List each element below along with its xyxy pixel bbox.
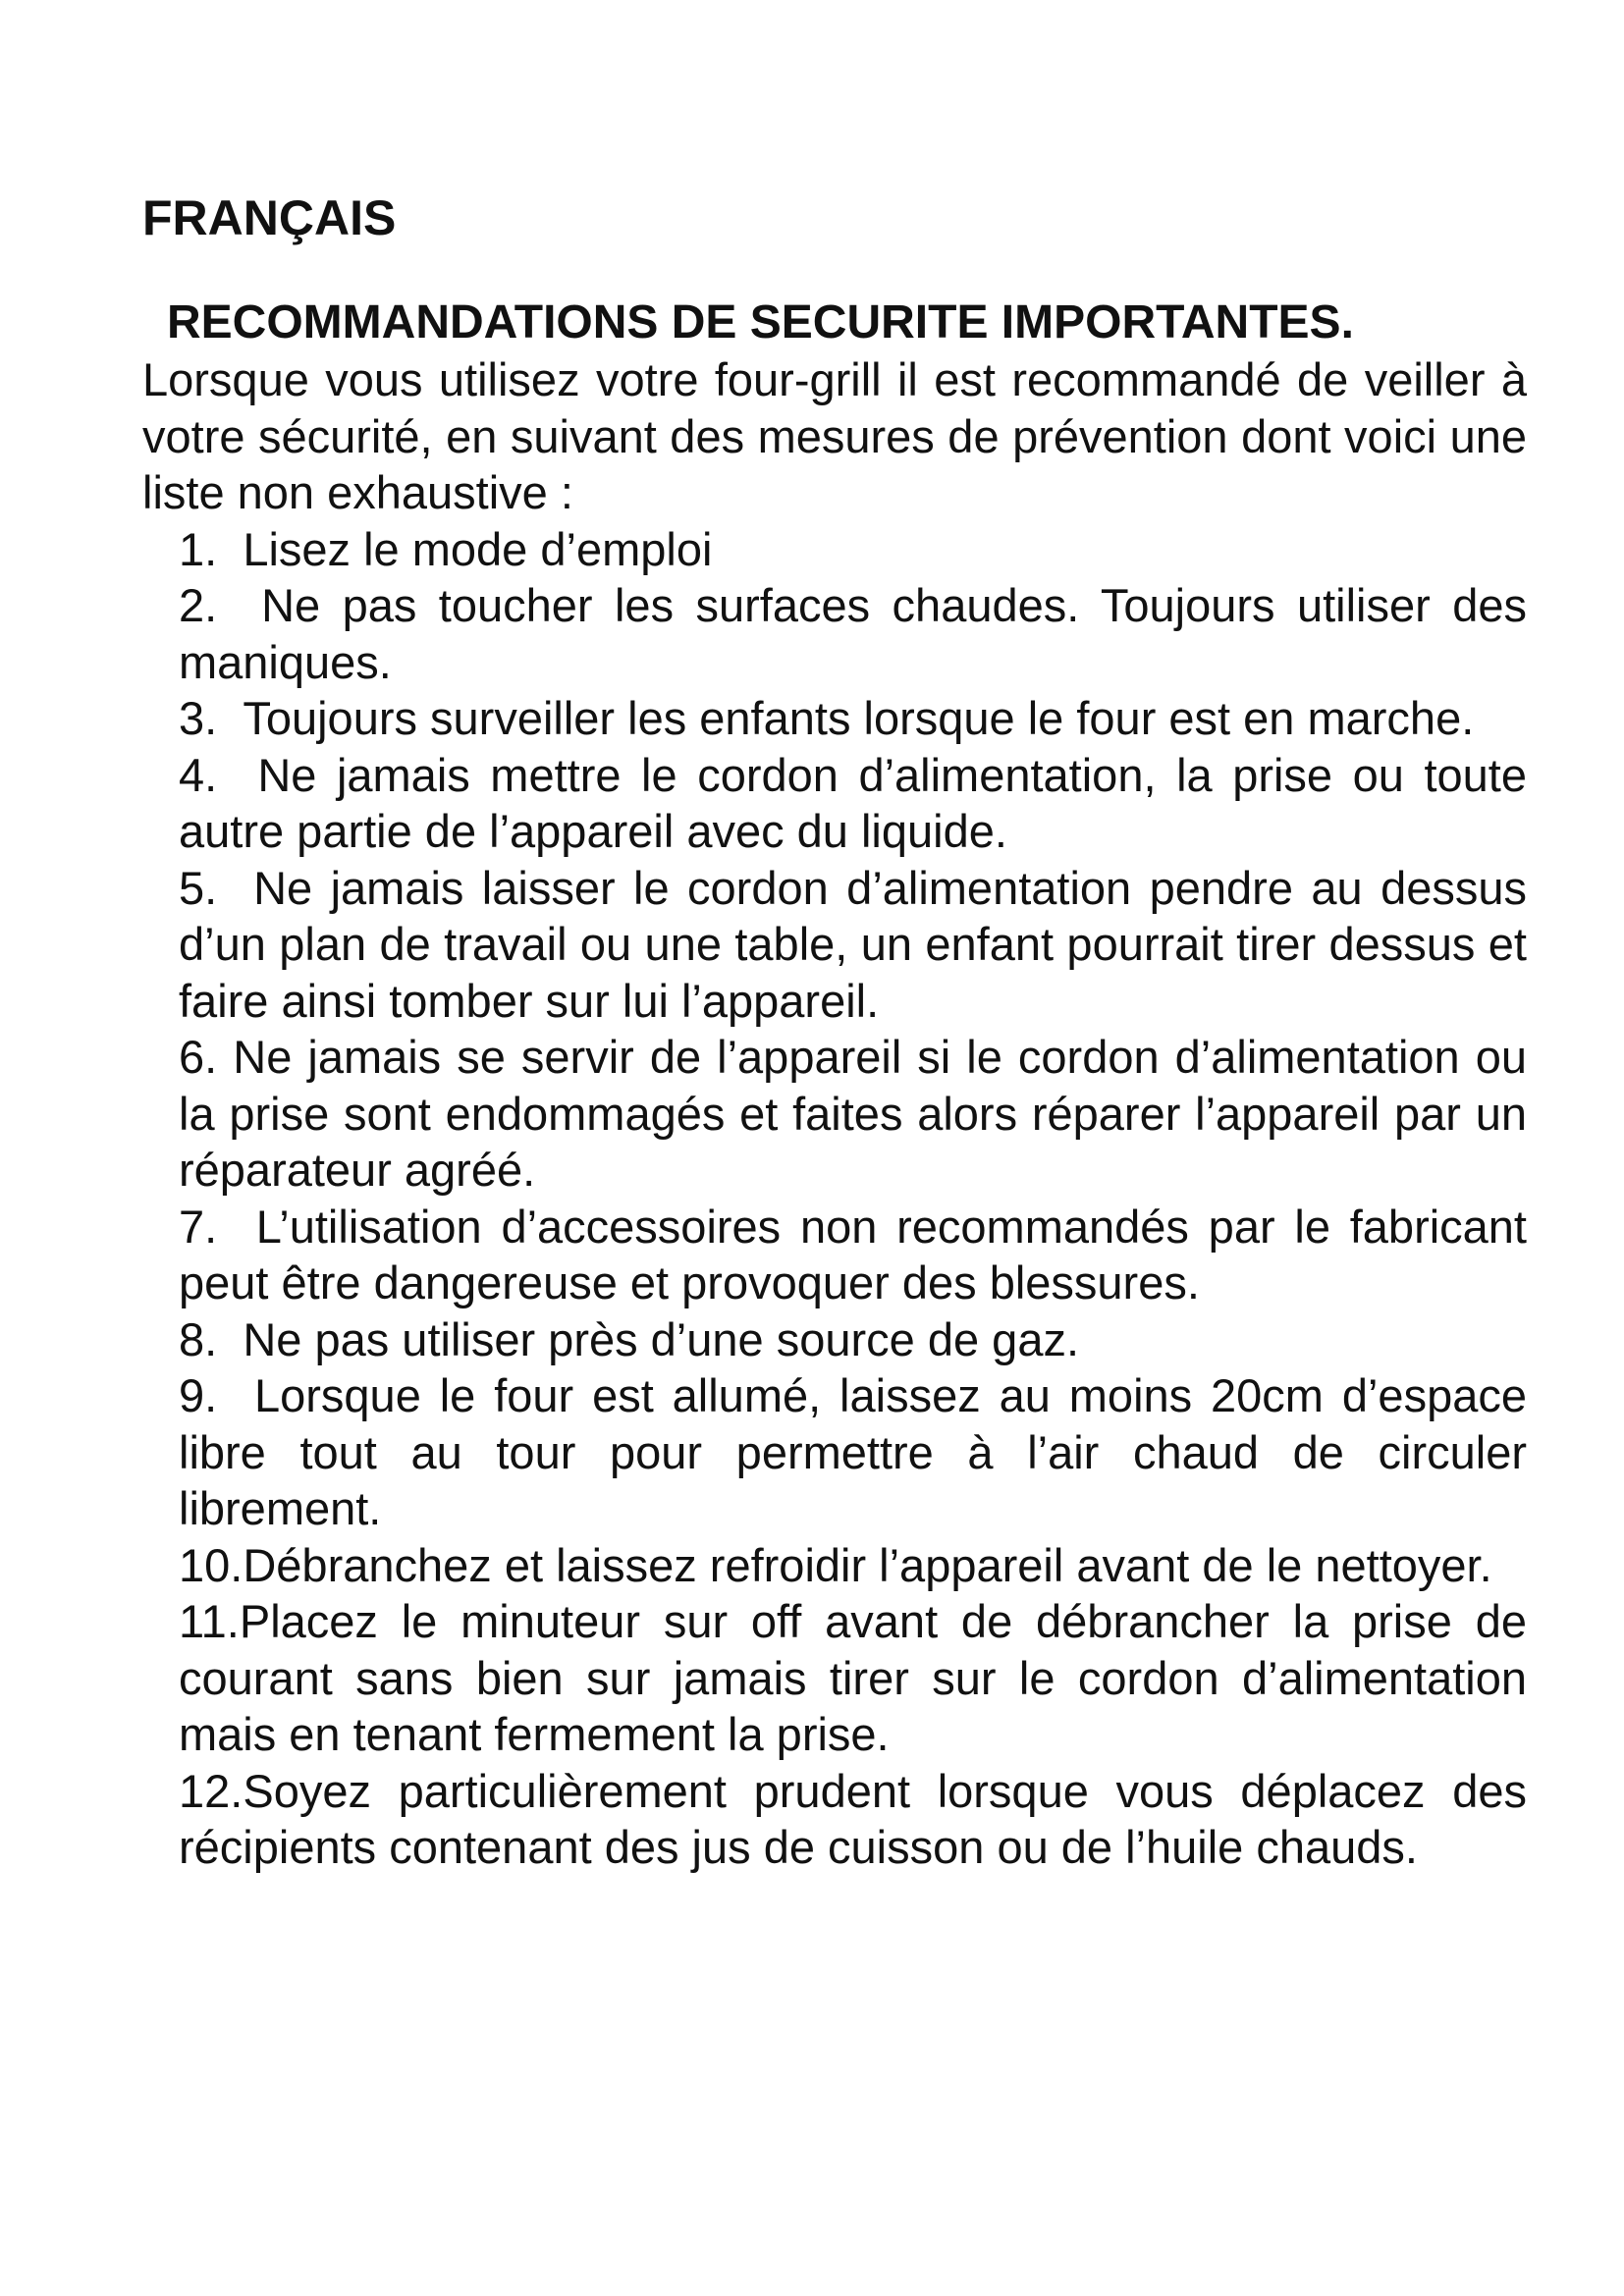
item-number: 7. bbox=[179, 1200, 218, 1253]
item-number: 3. bbox=[179, 692, 218, 744]
safety-item bbox=[179, 1199, 1527, 1311]
item-text: Débranchez et laissez refroidir l’appareil avant de le nettoyer. bbox=[243, 1538, 1492, 1591]
item-text: Ne jamais mettre le cordon d’alimentation, la prise ou toute autre partie de l’appareil avec du liquide. bbox=[179, 748, 1527, 857]
safety-item bbox=[179, 1537, 1527, 1594]
safety-item bbox=[179, 1029, 1527, 1199]
item-text: Ne jamais se servir de l’appareil si le cordon d’alimentation ou la prise sont endommagés et faites alors réparer l’appareil par un réparateur agréé. bbox=[179, 1031, 1527, 1196]
safety-item bbox=[179, 1367, 1527, 1537]
intro-paragraph: Lorsque vous utilisez votre four-grill il est recommandé de veiller à votre sécurité, en suivant des mesures de prévention dont voici une liste non exhaustive : bbox=[142, 353, 1527, 518]
item-text: Ne pas toucher les surfaces chaudes. Toujours utiliser des maniques. bbox=[179, 579, 1527, 688]
item-text: Toujours surveiller les enfants lorsque le four est en marche. bbox=[243, 692, 1475, 744]
item-text: L’utilisation d’accessoires non recommandés par le fabricant peut être dangereuse et provoquer des blessures. bbox=[179, 1200, 1527, 1308]
item-text: Ne jamais laisser le cordon d’alimentation pendre au dessus d’un plan de travail ou une table, un enfant pourrait tirer dessus et faire ainsi tomber sur lui l’appareil. bbox=[179, 861, 1528, 1027]
item-number: 12. bbox=[179, 1764, 244, 1817]
safety-list bbox=[142, 521, 1527, 1876]
safety-item bbox=[179, 521, 1527, 578]
safety-item bbox=[179, 747, 1527, 860]
item-number: 11. bbox=[179, 1595, 240, 1647]
item-text: Placez le minuteur sur off avant de débrancher la prise de courant sans bien sur jamais tirer sur le cordon d’alimentation mais en tenant fermement la prise. bbox=[179, 1595, 1527, 1760]
item-number: 1. bbox=[179, 522, 218, 575]
item-number: 9. bbox=[179, 1369, 218, 1421]
item-text: Soyez particulièrement prudent lorsque vous déplacez des récipients contenant des jus de cuisson ou de l’huile chauds. bbox=[179, 1764, 1527, 1873]
language-heading: FRANÇAIS bbox=[142, 190, 397, 245]
item-text: Lorsque le four est allumé, laissez au moins 20cm d’espace libre tout au tour pour permettre à l’air chaud de circuler librement. bbox=[179, 1369, 1527, 1534]
item-number: 6. bbox=[179, 1031, 218, 1083]
item-number: 5. bbox=[179, 861, 218, 914]
item-number: 8. bbox=[179, 1312, 218, 1365]
safety-section bbox=[142, 294, 1527, 1876]
item-number: 10. bbox=[179, 1538, 244, 1591]
safety-item bbox=[179, 1311, 1527, 1368]
safety-item bbox=[179, 860, 1527, 1030]
safety-item bbox=[179, 1763, 1527, 1876]
safety-item bbox=[179, 1593, 1527, 1763]
item-text: Lisez le mode d’emploi bbox=[243, 522, 713, 575]
item-number: 4. bbox=[179, 748, 218, 801]
safety-title: RECOMMANDATIONS DE SECURITE IMPORTANTES. bbox=[167, 296, 1354, 348]
safety-item bbox=[179, 690, 1527, 747]
item-number: 2. bbox=[179, 579, 218, 631]
item-text: Ne pas utiliser près d’une source de gaz. bbox=[243, 1312, 1080, 1365]
safety-item bbox=[179, 577, 1527, 690]
